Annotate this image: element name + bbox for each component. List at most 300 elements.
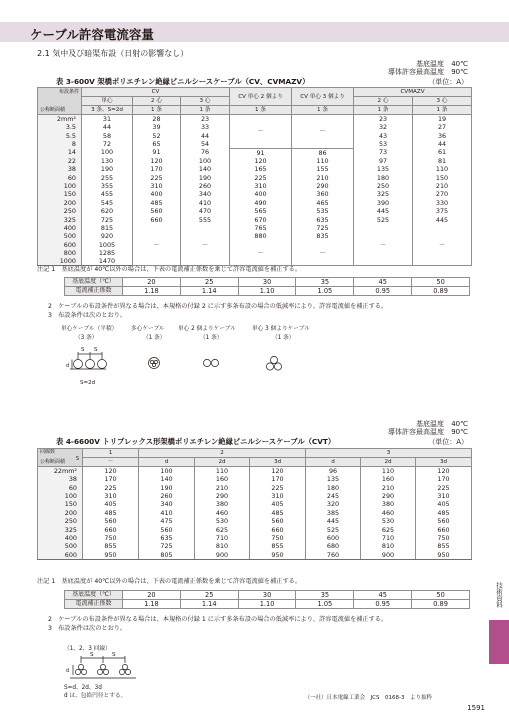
value-cell: 325	[354, 190, 413, 198]
value-cell: 1285	[82, 249, 133, 257]
value-cell: 44	[181, 131, 230, 139]
table-row	[38, 517, 472, 525]
side-label: 技術資料	[495, 582, 503, 608]
table1-conditions: 基底温度 40℃ 導体許容最高温度 90℃	[388, 60, 468, 76]
value-cell: 65	[133, 140, 181, 148]
value-cell: 23	[354, 115, 413, 124]
value-cell: 170	[250, 475, 306, 483]
corr-temp: 35	[296, 278, 354, 287]
corr-factor: 1.10	[238, 287, 296, 296]
value-cell: 380	[361, 500, 416, 508]
value-cell: 210	[195, 483, 250, 491]
value-cell: 815	[82, 224, 133, 232]
size-cell: 100	[38, 492, 83, 500]
value-cell: 39	[133, 123, 181, 131]
value-cell: 190	[139, 483, 195, 491]
value-cell: 625	[361, 525, 416, 533]
value-cell: 805	[139, 551, 195, 560]
header-3core: 3 心	[181, 97, 230, 106]
value-cell: 170	[83, 475, 139, 483]
corr-factor: 1.14	[180, 287, 238, 296]
header-mazv-3core: 3 心	[413, 97, 472, 106]
value-cell: 725	[292, 224, 354, 232]
size-cell: 2mm²	[38, 115, 82, 124]
value-cell: 465	[292, 199, 354, 207]
header-lay: 1 条	[133, 106, 181, 115]
header-circuit-2: 2	[139, 449, 306, 458]
size-cell: 250	[38, 207, 82, 215]
size-cell: 325	[38, 215, 82, 223]
value-cell: 155	[292, 165, 354, 173]
table2-title: 表 4-6600V トリプレックス形架橋ポリエチレン絶縁ビニルシースケーブル（CVT）	[56, 437, 336, 446]
value-cell: 460	[195, 509, 250, 517]
size-cell: 400	[38, 534, 83, 542]
table-row	[38, 500, 472, 508]
value-cell: 28	[133, 115, 181, 124]
size-cell: 500	[38, 232, 82, 240]
value-cell: 950	[416, 551, 472, 560]
value-cell: 100	[181, 157, 230, 165]
value-cell: 36	[413, 131, 472, 139]
value-cell: 750	[416, 534, 472, 542]
size-cell: 38	[38, 165, 82, 173]
value-cell: 120	[416, 467, 472, 476]
page-number: 1591	[467, 704, 485, 712]
corr-temp: 50	[412, 591, 470, 600]
value-cell: 880	[230, 232, 292, 240]
value-cell: 625	[195, 525, 250, 533]
value-cell: 96	[306, 467, 361, 476]
value-cell: 1470	[82, 257, 133, 266]
table-row	[38, 148, 472, 157]
value-cell: 250	[354, 182, 413, 190]
fig2-note1: S=d、2d、3d	[64, 685, 102, 691]
value-cell: 490	[230, 199, 292, 207]
value-cell: 210	[413, 182, 472, 190]
value-cell: 320	[306, 500, 361, 508]
fig2-d-mark: d	[66, 668, 70, 674]
header-spacing: 2d	[361, 458, 416, 467]
value-cell: －	[413, 224, 472, 266]
value-cell: 61	[413, 148, 472, 157]
value-cell: 100	[139, 467, 195, 476]
value-cell: 555	[181, 215, 230, 223]
corr-temp: 50	[412, 278, 470, 287]
value-cell: －	[133, 224, 181, 266]
value-cell: －	[292, 115, 354, 149]
value-cell: 455	[82, 190, 133, 198]
value-cell: 310	[133, 182, 181, 190]
value-cell: 620	[82, 207, 133, 215]
table-row	[38, 190, 472, 198]
value-cell: 53	[354, 140, 413, 148]
value-cell: 310	[83, 492, 139, 500]
value-cell: 765	[230, 224, 292, 232]
value-cell: 660	[83, 525, 139, 533]
value-cell: 400	[133, 190, 181, 198]
value-cell: 760	[306, 551, 361, 560]
value-cell: 44	[82, 123, 133, 131]
value-cell: 330	[413, 199, 472, 207]
size-cell: 600	[38, 551, 83, 560]
value-cell: 33	[181, 123, 230, 131]
value-cell: 950	[83, 551, 139, 560]
value-cell: 445	[354, 207, 413, 215]
value-cell: 855	[416, 542, 472, 550]
value-cell: 225	[250, 483, 306, 491]
value-cell: －	[230, 241, 292, 266]
value-cell: 225	[416, 483, 472, 491]
size-cell: 250	[38, 517, 83, 525]
table2-corner: 回線数 S 公称断面積	[38, 449, 83, 467]
corr-temp: 20	[123, 278, 181, 287]
header-spacing: 3d	[250, 458, 306, 467]
value-cell: 525	[354, 215, 413, 223]
header-cv: CV	[82, 88, 230, 97]
table-row	[38, 483, 472, 491]
value-cell: 225	[133, 173, 181, 181]
table1-correction	[64, 277, 470, 296]
value-cell: 1005	[82, 241, 133, 249]
value-cell: 405	[416, 500, 472, 508]
size-cell: 1000	[38, 257, 82, 266]
corr-temp: 45	[354, 591, 412, 600]
value-cell: 110	[292, 157, 354, 165]
size-cell: 14	[38, 148, 82, 157]
value-cell: 565	[230, 207, 292, 215]
corr-temp: 20	[123, 591, 181, 600]
corr-temp: 25	[180, 591, 238, 600]
table-row	[38, 173, 472, 181]
value-cell: 360	[292, 190, 354, 198]
value-cell: 76	[181, 148, 230, 157]
corr-factor: 1.18	[123, 287, 181, 296]
value-cell: 120	[250, 467, 306, 476]
header-single-core: 単心	[82, 97, 133, 106]
value-cell: 750	[250, 534, 306, 542]
value-cell: 120	[133, 157, 181, 165]
value-cell: －	[354, 224, 413, 266]
table2-conditions: 基底温度 40℃ 導体許容最高温度 90℃	[388, 420, 468, 436]
fig-s2d: S=2d	[80, 380, 96, 386]
size-cell: 800	[38, 249, 82, 257]
header-cv-2twist: CV 単心 2 個より	[230, 88, 292, 106]
fig-d-mark: d	[66, 363, 70, 369]
value-cell: 660	[416, 525, 472, 533]
value-cell: 410	[139, 509, 195, 517]
table1-note3: 3 布設条件は次のとおり。	[48, 312, 127, 319]
table-row	[38, 551, 472, 560]
corr-label-temp: 基底温度（℃）	[65, 278, 123, 287]
size-cell: 100	[38, 182, 82, 190]
value-cell: 52	[133, 131, 181, 139]
value-cell: 225	[83, 483, 139, 491]
size-cell: 600	[38, 241, 82, 249]
header-spacing: 2d	[195, 458, 250, 467]
value-cell: 91	[230, 148, 292, 157]
corr-temp: 30	[238, 278, 296, 287]
fig-s-mark: S	[94, 347, 98, 353]
value-cell: 190	[181, 173, 230, 181]
corr-factor: 0.89	[412, 600, 470, 609]
fig2-s-mark: S	[112, 652, 116, 658]
value-cell: 470	[181, 207, 230, 215]
header-spacing: 3d	[416, 458, 472, 467]
header-2core: 2 心	[133, 97, 181, 106]
value-cell: 385	[306, 509, 361, 517]
table-row	[38, 115, 472, 124]
layout-figure-1	[66, 340, 326, 402]
size-cell: 5.5	[38, 131, 82, 139]
table-row	[38, 475, 472, 483]
table-row	[38, 492, 472, 500]
value-cell: 410	[181, 199, 230, 207]
value-cell: 810	[195, 542, 250, 550]
header-lay: 1 条	[354, 106, 413, 115]
fig-label-single-flat: 単心ケーブル（平積） （3 条）	[61, 326, 118, 341]
layout-figure-2	[62, 651, 142, 681]
value-cell: 660	[133, 215, 181, 223]
fig2-note2: d は、包絡円径とする。	[64, 693, 127, 699]
corr-label-factor: 電流補正係数	[65, 600, 123, 609]
value-cell: －	[230, 115, 292, 149]
value-cell: 400	[230, 190, 292, 198]
corr-temp: 35	[296, 591, 354, 600]
value-cell: 110	[195, 467, 250, 476]
fig2-s-mark: S	[90, 652, 94, 658]
value-cell: 340	[139, 500, 195, 508]
value-cell: 180	[306, 483, 361, 491]
header-circuit-3: 3	[306, 449, 472, 458]
value-cell: －	[292, 241, 354, 266]
value-cell: 710	[195, 534, 250, 542]
size-cell: 150	[38, 500, 83, 508]
table2-notes-2-3	[48, 615, 387, 633]
table-row	[38, 207, 472, 215]
table1-unit: （単位：A）	[428, 78, 468, 86]
table-row	[38, 509, 472, 517]
value-cell: 560	[250, 517, 306, 525]
value-cell: 530	[195, 517, 250, 525]
value-cell: 31	[82, 115, 133, 124]
fig-label-2twist: 単心 2 個よりケーブル （1 条）	[178, 326, 236, 341]
value-cell: 140	[139, 475, 195, 483]
size-cell: 200	[38, 509, 83, 517]
fig-label-3twist: 単心 3 個よりケーブル （1 条）	[252, 326, 310, 341]
value-cell: 485	[250, 509, 306, 517]
table-row	[38, 467, 472, 476]
value-cell: 310	[416, 492, 472, 500]
size-cell: 3.5	[38, 123, 82, 131]
value-cell: 110	[413, 165, 472, 173]
value-cell: 170	[133, 165, 181, 173]
table2-unit: （単位：A）	[428, 438, 468, 446]
value-cell: 855	[83, 542, 139, 550]
table1-corner: 布設条件 公称断面積	[38, 88, 82, 115]
table-row	[38, 534, 472, 542]
value-cell: 245	[306, 492, 361, 500]
corr-factor: 1.18	[123, 600, 181, 609]
fig2-label: （1、2、3 回線）	[64, 646, 111, 652]
value-cell: 290	[361, 492, 416, 500]
value-cell: 260	[139, 492, 195, 500]
size-cell: 400	[38, 224, 82, 232]
table-row	[38, 199, 472, 207]
header-spacing: d	[306, 458, 361, 467]
table-row	[38, 525, 472, 533]
value-cell: 725	[82, 215, 133, 223]
header-circuit-1: 1	[83, 449, 139, 458]
value-cell: 72	[82, 140, 133, 148]
table-row	[38, 542, 472, 550]
corr-factor: 1.05	[296, 287, 354, 296]
value-cell: 310	[230, 182, 292, 190]
value-cell: 600	[306, 534, 361, 542]
side-tab	[489, 620, 509, 664]
value-cell: 290	[195, 492, 250, 500]
value-cell: 485	[416, 509, 472, 517]
value-cell: 260	[181, 182, 230, 190]
value-cell: 355	[82, 182, 133, 190]
section-title: 2.1 気中及び暗渠布設（日射の影響なし）	[37, 49, 189, 58]
value-cell: 81	[413, 157, 472, 165]
value-cell: 32	[354, 123, 413, 131]
size-cell: 22	[38, 157, 82, 165]
value-cell: 310	[250, 492, 306, 500]
page-title: ケーブル許容電流容量	[30, 27, 154, 42]
value-cell: 270	[413, 190, 472, 198]
size-cell: 500	[38, 542, 83, 550]
value-cell: 210	[361, 483, 416, 491]
header-spacing: d	[139, 458, 195, 467]
value-cell: 290	[292, 182, 354, 190]
value-cell: 900	[361, 551, 416, 560]
value-cell: 97	[354, 157, 413, 165]
value-cell: 485	[133, 199, 181, 207]
value-cell: 380	[195, 500, 250, 508]
value-cell: 160	[361, 475, 416, 483]
value-cell: 660	[250, 525, 306, 533]
size-cell: 8	[38, 140, 82, 148]
corr-temp: 45	[354, 278, 412, 287]
corr-factor: 0.95	[354, 287, 412, 296]
table-row	[38, 157, 472, 165]
value-cell: 390	[354, 199, 413, 207]
header-lay: 1 条	[413, 106, 472, 115]
value-cell: 460	[361, 509, 416, 517]
value-cell: 54	[181, 140, 230, 148]
value-cell: 560	[133, 207, 181, 215]
size-cell: 22mm²	[38, 467, 83, 476]
value-cell: 340	[181, 190, 230, 198]
value-cell: 170	[416, 475, 472, 483]
table-row	[38, 215, 472, 223]
value-cell: 225	[230, 173, 292, 181]
fig-label-multicore: 多心ケーブル （1 条）	[131, 326, 166, 341]
value-cell: 130	[82, 157, 133, 165]
table1-notes-2-3	[48, 302, 387, 320]
value-cell: 835	[292, 232, 354, 240]
value-cell: 405	[250, 500, 306, 508]
table2-note3: 3 布設条件は次のとおり。	[48, 625, 127, 632]
header-lay: 1 条	[230, 106, 292, 115]
table1-note1: 注記 1 基底温度が 40℃以外の場合は、下表の電流補正係数を乗じて許容電流値を補正する。	[37, 266, 302, 273]
value-cell: 110	[361, 467, 416, 476]
header-lay: 3 条、S=2d	[82, 106, 133, 115]
corr-factor: 0.89	[412, 287, 470, 296]
corr-factor: 1.05	[296, 600, 354, 609]
size-cell: 60	[38, 173, 82, 181]
value-cell: 43	[354, 131, 413, 139]
value-cell: 91	[133, 148, 181, 157]
value-cell: 58	[82, 131, 133, 139]
fig-s-mark: S	[81, 347, 85, 353]
source-note: （一社）日本電線工業会 JCS 0168-3 より抜粋	[304, 695, 432, 701]
size-cell: 60	[38, 483, 83, 491]
size-cell: 150	[38, 190, 82, 198]
header-lay: 1 条	[292, 106, 354, 115]
value-cell: 900	[195, 551, 250, 560]
value-cell: 710	[361, 534, 416, 542]
corr-temp: 30	[238, 591, 296, 600]
table1-title: 表 3-600V 架橋ポリエチレン絶縁ビニルシースケーブル（CV、CVMAZV）	[56, 77, 310, 86]
value-cell: 27	[413, 123, 472, 131]
value-cell: 140	[181, 165, 230, 173]
value-cell: 375	[413, 207, 472, 215]
value-cell: 485	[83, 509, 139, 517]
table-row	[38, 165, 472, 173]
header-cv-3twist: CV 単心 3 個より	[292, 88, 354, 106]
value-cell: 86	[292, 148, 354, 157]
header-mazv-2core: 2 心	[354, 97, 413, 106]
corr-factor: 1.14	[180, 600, 238, 609]
value-cell: 100	[82, 148, 133, 157]
corr-label-factor: 電流補正係数	[65, 287, 123, 296]
value-cell: 73	[354, 148, 413, 157]
value-cell: 135	[306, 475, 361, 483]
value-cell: 190	[82, 165, 133, 173]
value-cell: 750	[83, 534, 139, 542]
value-cell: 560	[139, 525, 195, 533]
value-cell: 525	[306, 525, 361, 533]
value-cell: 560	[416, 517, 472, 525]
size-cell: 38	[38, 475, 83, 483]
header-lay: 1 条	[181, 106, 230, 115]
value-cell: 180	[354, 173, 413, 181]
value-cell: 405	[83, 500, 139, 508]
value-cell: 44	[413, 140, 472, 148]
value-cell: －	[181, 224, 230, 266]
value-cell: 855	[250, 542, 306, 550]
value-cell: 23	[181, 115, 230, 124]
value-cell: 635	[139, 534, 195, 542]
value-cell: 135	[354, 165, 413, 173]
table2-note1: 注記 1 基底温度が 40℃以外の場合は、下表の電流補正係数を乗じて許容電流値を補正する。	[37, 578, 302, 585]
value-cell: 210	[292, 173, 354, 181]
table2-correction	[64, 590, 470, 609]
table-600v-cv	[37, 87, 472, 266]
value-cell: 445	[413, 215, 472, 223]
value-cell: 670	[230, 215, 292, 223]
corr-label-temp: 基底温度（℃）	[65, 591, 123, 600]
value-cell: 255	[82, 173, 133, 181]
value-cell: 120	[230, 157, 292, 165]
size-cell: 325	[38, 525, 83, 533]
value-cell: 810	[361, 542, 416, 550]
value-cell: 920	[82, 232, 133, 240]
value-cell: 530	[361, 517, 416, 525]
table-row	[38, 224, 472, 232]
